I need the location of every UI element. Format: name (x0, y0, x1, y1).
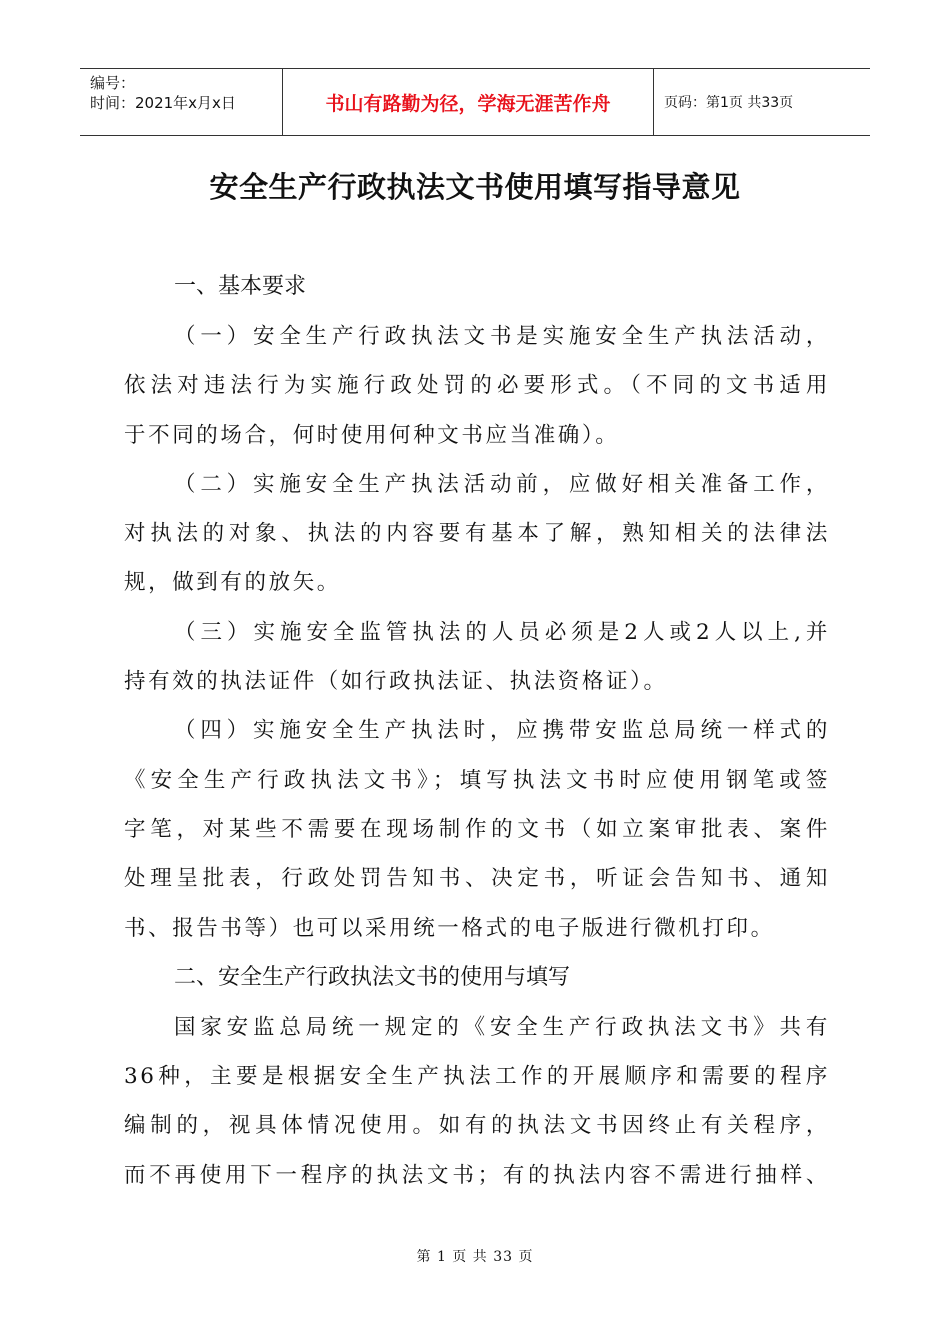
paragraph-line: 依法对违法行为实施行政处罚的必要形式。（不同的文书适用 (124, 373, 830, 399)
page-footer: 第 1 页 共 33 页 (416, 1249, 534, 1265)
section-heading-1: 一、基本要求 (174, 274, 307, 299)
paragraph-line: 36种，主要是根据安全生产执法工作的开展顺序和需要的程序 (124, 1064, 830, 1090)
paragraph-line: 处理呈批表，行政处罚告知书、决定书，听证会告知书、通知 (124, 866, 830, 892)
section-heading-2: 二、安全生产行政执法文书的使用与填写 (174, 964, 571, 990)
paragraph-line: （二）实施安全生产执法活动前，应做好相关准备工作， (174, 471, 830, 497)
paragraph-line: 而不再使用下一程序的执法文书；有的执法内容不需进行抽样、 (124, 1162, 830, 1188)
paragraph-5 (124, 1003, 830, 1200)
paragraph-line: 持有效的执法证件（如行政执法证、执法资格证）。 (124, 669, 668, 695)
header-table (80, 68, 870, 136)
number-label: 编号： (90, 74, 136, 92)
paragraph-line: 对执法的对象、执法的内容要有基本了解，熟知相关的法律法 (124, 521, 830, 547)
paragraph-1 (124, 312, 830, 460)
header-page-info: 页码：第1页 共33页 (664, 95, 794, 111)
paragraph-line: 书、报告书等）也可以采用统一格式的电子版进行微机打印。 (124, 915, 775, 941)
time-label: 时间：2021年x月x日 (90, 94, 236, 112)
document-body (124, 262, 830, 1200)
header-motto: 书山有路勤为径，学海无涯苦作舟 (282, 69, 654, 135)
paragraph-line: 于不同的场合，何时使用何种文书应当准确）。 (124, 422, 620, 448)
paragraph-3 (124, 608, 830, 707)
paragraph-line: （一）安全生产行政执法文书是实施安全生产执法活动， (174, 324, 830, 349)
paragraph-line: 规，做到有的放矢。 (124, 570, 341, 596)
paragraph-line: 国家安监总局统一规定的《安全生产行政执法文书》共有 (174, 1014, 830, 1040)
paragraph-line: （四）实施安全生产执法时，应携带安监总局统一样式的 (174, 718, 830, 744)
paragraph-2 (124, 460, 830, 608)
paragraph-line: 《安全生产行政执法文书》；填写执法文书时应使用钢笔或签 (124, 767, 830, 793)
paragraph-4 (124, 706, 830, 952)
document-title: 安全生产行政执法文书使用填写指导意见 (209, 170, 741, 204)
paragraph-line: （三）实施安全监管执法的人员必须是2人或2人以上,并 (174, 619, 830, 645)
header-meta (80, 69, 282, 135)
paragraph-line: 字笔，对某些不需要在现场制作的文书（如立案审批表、案件 (124, 816, 830, 842)
paragraph-line: 编制的，视具体情况使用。如有的执法文书因终止有关程序， (124, 1113, 830, 1139)
